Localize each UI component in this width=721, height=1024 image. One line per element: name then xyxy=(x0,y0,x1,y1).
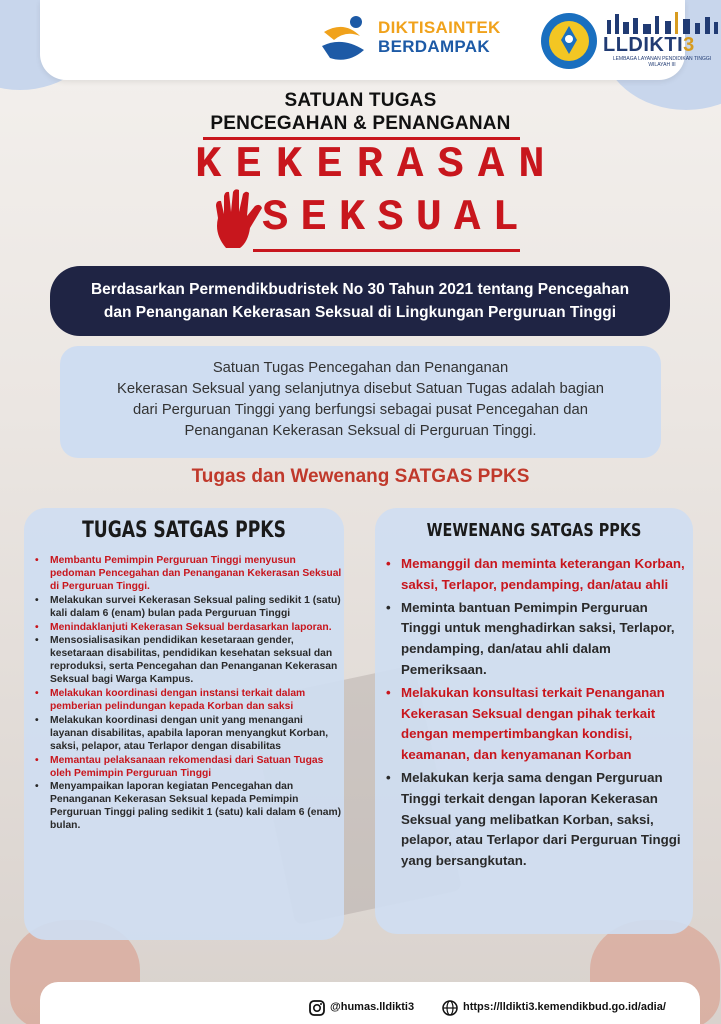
tut-wuri-handayani-logo-icon xyxy=(540,12,598,70)
website-url-link[interactable]: https://lldikti3.kemendikbud.go.id/adia/ xyxy=(463,1001,666,1013)
tugas-item: • Mensosialisasikan pendidikan kesetaraan gender, kesetaraan disabilitas, pendidikan kesehatan seksual dan reproduksi, serta Pencegahan dan Penanganan Kekerasan Seksual bagi Warga Kampus. xyxy=(34,635,344,687)
tugas-item: • Melakukan survei Kekerasan Seksual paling sedikit 1 (satu) kali dalam 6 (enam) bulan pada Perguruan Tinggi xyxy=(34,595,344,621)
tugas-item: • Memantau pelaksanaan rekomendasi dari Satuan Tugas oleh Pemimpin Perguruan Tinggi xyxy=(34,755,344,781)
tugas-item: • Melakukan koordinasi dengan unit yang menangani layanan disabilitas, apabila laporan menyangkut Korban, saksi, pelapor, atau Terlapor dengan disabilitas xyxy=(34,715,344,754)
wewenang-item: • Memanggil dan meminta keterangan Korban, saksi, Terlapor, pendamping, dan/atau ahli xyxy=(385,554,690,596)
tugas-item: • Membantu Pemimpin Perguruan Tinggi menyusun pedoman Pencegahan dan Penanganan Kekerasan Seksual di Perguruan Tinggi. xyxy=(34,555,344,594)
wewenang-item: • Melakukan konsultasi terkait Penanganan Kekerasan Seksual dengan pihak terkait dengan mempertimbangkan kondisi, keamanan, dan kenyamanan Korban xyxy=(385,683,690,766)
globe-icon xyxy=(442,1000,458,1016)
instagram-handle-link[interactable]: @humas.lldikti3 xyxy=(330,1001,415,1013)
wewenang-list xyxy=(385,554,690,874)
title-line-2: PENCEGAHAN & PENANGANAN xyxy=(210,113,511,134)
section-heading: Tugas dan Wewenang SATGAS PPKS xyxy=(191,466,530,487)
tugas-item: • Menindaklanjuti Kekerasan Seksual berdasarkan laporan. xyxy=(34,622,344,635)
title-seksual: SEKSUAL xyxy=(262,193,531,243)
red-handprint-icon xyxy=(210,188,268,250)
title-kekerasan: KEKERASAN xyxy=(195,140,559,190)
lldikti3-logo: LLDIKTI3 LEMBAGA LAYANAN PENDIDIKAN TINGGI WILAYAH III xyxy=(603,12,721,72)
tugas-item: • Menyampaikan laporan kegiatan Pencegahan dan Penanganan Kekerasan Seksual kepada Pemimpin Perguruan Tinggi paling sedikit 1 (satu) kali dalam 6 (enam) bulan. xyxy=(34,781,344,833)
footer-contact-bar xyxy=(40,982,700,1024)
tugas-column xyxy=(24,508,344,940)
wewenang-title: WEWENANG SATGAS PPKS xyxy=(426,520,642,541)
regulation-reference-banner: Berdasarkan Permendikbudristek No 30 Tahun 2021 tentang Pencegahan dan Penanganan Kekerasan Seksual di Lingkungan Perguruan Tinggi xyxy=(50,266,670,336)
header-logo-bar xyxy=(40,0,712,80)
wewenang-column xyxy=(375,508,693,934)
tugas-list xyxy=(34,555,344,834)
title-rule-bottom xyxy=(253,249,520,252)
tugas-title: TUGAS SATGAS PPKS xyxy=(82,518,286,543)
instagram-icon xyxy=(309,1000,325,1016)
title-line-1: SATUAN TUGAS xyxy=(284,90,437,111)
wewenang-item: • Meminta bantuan Pemimpin Perguruan Tinggi untuk menghadirkan saksi, Terlapor, pendamping, dan/atau ahli dalam Pemeriksaan. xyxy=(385,598,690,681)
wewenang-item: • Melakukan kerja sama dengan Perguruan Tinggi terkait dengan laporan Kekerasan Seksual yang melibatkan Korban, saksi, pelapor, atau Terlapor dari Perguruan Tinggi yang bersangkutan. xyxy=(385,768,690,872)
tugas-item: • Melakukan koordinasi dengan instansi terkait dalam pemberian pelindungan kepada Korban dan saksi xyxy=(34,688,344,714)
diktisaintek-logo-icon xyxy=(316,12,370,66)
satgas-definition-box: Satuan Tugas Pencegahan dan Penanganan Kekerasan Seksual yang selanjutnya disebut Satuan Tugas adalah bagian dari Perguruan Tinggi yang berfungsi sebagai pusat Pencegahan dan Penanganan Kekerasan Seksual di Perguruan Tinggi. xyxy=(60,346,661,458)
diktisaintek-logo-text: DIKTISAINTEK BERDAMPAK xyxy=(378,18,501,56)
city-skyline-icon xyxy=(603,12,721,34)
